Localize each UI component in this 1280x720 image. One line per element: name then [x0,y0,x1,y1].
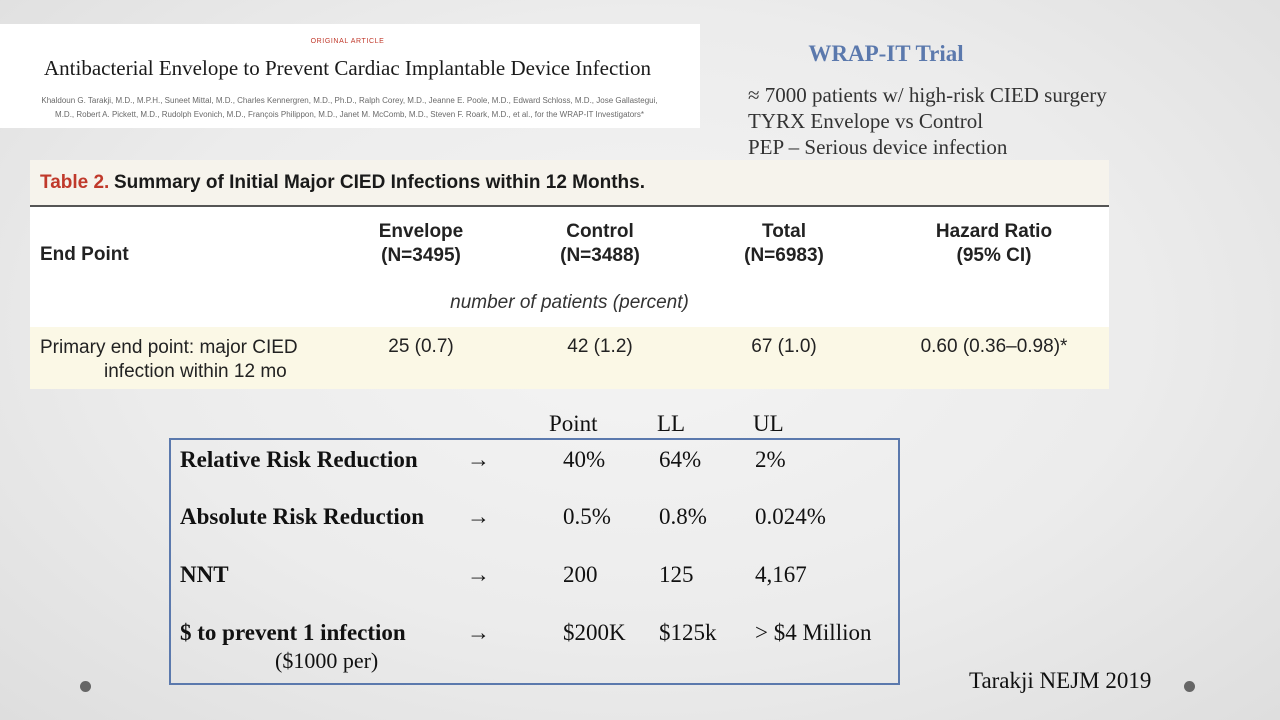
calc-ll: 125 [659,562,694,587]
table-caption-number: Table 2. [40,172,110,193]
calc-ul: 0.024% [755,504,826,529]
results-table [30,160,1109,389]
calc-point: 200 [563,562,598,587]
header-total [724,220,844,268]
authors-line-1: Khaldoun G. Tarakji, M.D., M.P.H., Suneet Mittal, M.D., Charles Kennergren, M.D., Ph.D., Ralph Corey, M.D., Jeanne E. Poole, M.D., Edward Schloss, M.D., Jose Gallastegui, [41,96,658,105]
article-type-label: ORIGINAL ARTICLE [310,38,385,45]
calc-label: Absolute Risk Reduction [180,504,425,529]
header-envelope-name: Envelope [378,221,464,242]
header-control [540,220,660,268]
calc-ll: 0.8% [659,504,707,529]
calc-header-ul: UL [753,411,784,436]
header-hr-name: Hazard Ratio [935,221,1053,242]
calc-ul: > $4 Million [755,620,872,645]
arrow-icon: → [467,562,490,587]
slide-dot-decoration [1184,681,1195,692]
calc-header-ll: LL [657,411,686,436]
calc-point: $200K [563,620,626,645]
trial-bullet: TYRX Envelope vs Control [748,109,984,133]
paper-header [0,24,700,128]
calc-ul: 2% [755,447,786,472]
cell-envelope: 25 (0.7) [388,336,454,357]
paper-authors [12,94,687,122]
unit-row: number of patients (percent) [450,292,689,313]
cost-sublabel: ($1000 per) [275,648,379,673]
header-total-name: Total [762,221,806,242]
paper-title: Antibacterial Envelope to Prevent Cardiac Implantable Device Infection [43,56,651,80]
header-hazard-ratio [904,220,1084,268]
header-hr-n: (95% CI) [956,245,1032,266]
calc-label: $ to prevent 1 infection [180,620,406,645]
calc-ll: 64% [659,447,702,472]
row-label-line-2: infection within 12 mo [104,361,287,382]
calc-point: 40% [563,447,606,472]
table-caption-text: Summary of Initial Major CIED Infections within 12 Months. [114,172,645,193]
trial-title: WRAP-IT Trial [808,41,964,66]
header-endpoint: End Point [40,244,129,265]
slide-dot-decoration [80,681,91,692]
calc-label: Relative Risk Reduction [180,447,418,472]
cell-total: 67 (1.0) [751,336,817,357]
trial-bullets [748,82,1107,160]
arrow-icon: → [467,504,490,529]
arrow-icon: → [467,620,490,645]
trial-bullet: PEP – Serious device infection [748,135,1008,159]
calc-label: NNT [180,562,229,587]
table-row [30,327,1109,389]
calc-ll: $125k [659,620,717,645]
row-label [40,336,298,384]
calc-header-point: Point [549,411,598,436]
arrow-icon: → [467,447,490,472]
citation: Tarakji NEJM 2019 [969,668,1152,693]
cell-control: 42 (1.2) [567,336,633,357]
header-envelope [361,220,481,268]
header-total-n: (N=6983) [744,245,824,266]
header-control-n: (N=3488) [560,245,640,266]
header-control-name: Control [566,221,634,242]
calc-point: 0.5% [563,504,611,529]
trial-bullet: ≈ 7000 patients w/ high-risk CIED surgery [748,83,1107,107]
row-label-line-1: Primary end point: major CIED [40,337,298,358]
calc-ul: 4,167 [755,562,807,587]
authors-line-2: M.D., Robert A. Pickett, M.D., Rudolph Evonich, M.D., François Philippon, M.D., Janet M. McComb, M.D., Steven F. Roark, M.D., et al., for the WRAP-IT Investigators* [55,110,644,119]
header-envelope-n: (N=3495) [381,245,461,266]
table-caption [30,160,1109,207]
cell-hazard-ratio: 0.60 (0.36–0.98)* [920,336,1068,357]
